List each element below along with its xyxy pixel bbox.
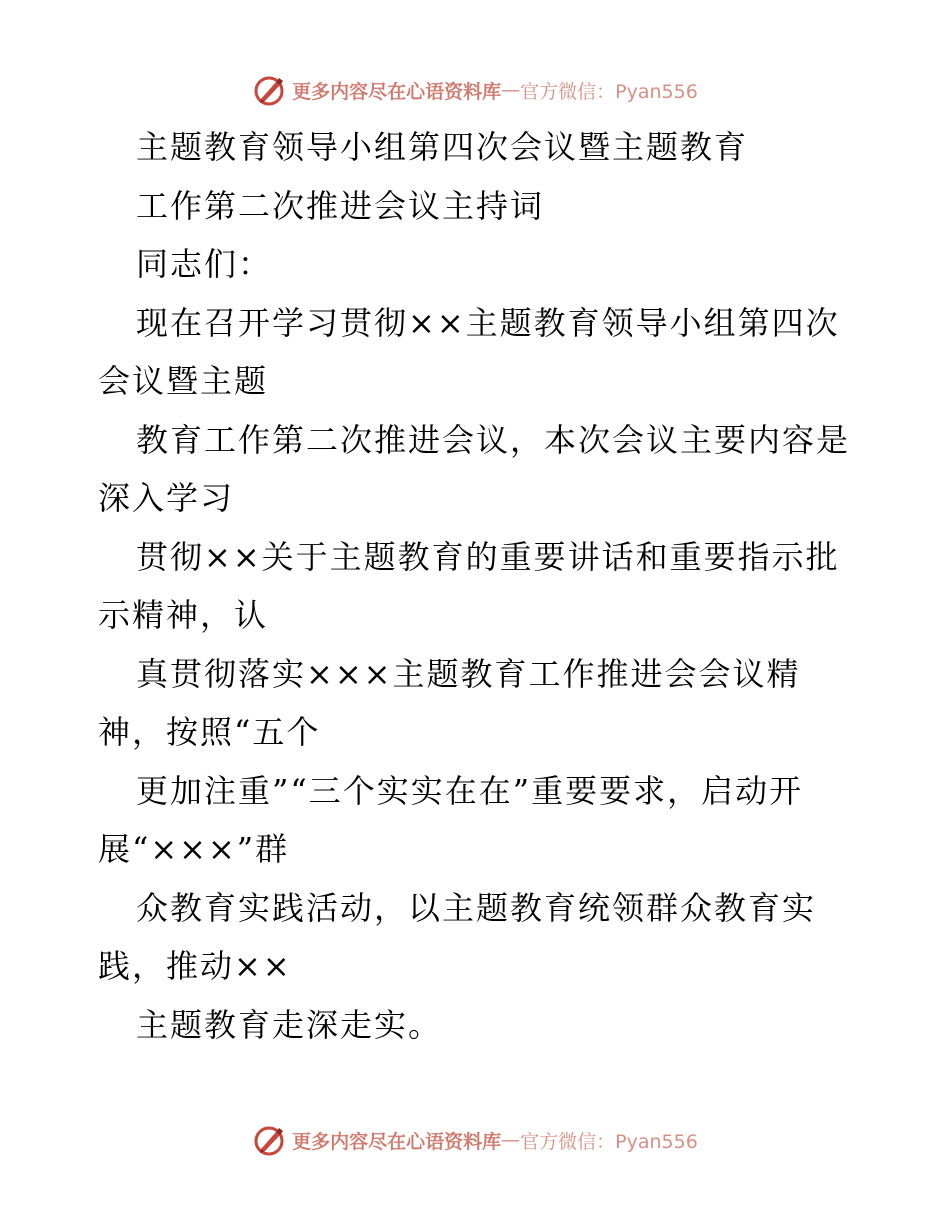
document-line: 示精神，认: [98, 596, 269, 634]
pen-logo-icon: [252, 1123, 286, 1157]
watermark-brand: 更多内容尽在心语资料库: [292, 1130, 502, 1153]
watermark-wechat: 官方微信：Pyan556: [520, 1130, 698, 1153]
document-line: 教育工作第二次推进会议，本次会议主要内容是: [136, 420, 851, 459]
document-line: 工作第二次推进会议主持词: [136, 186, 545, 225]
document-line: 主题教育走深走实。: [136, 1005, 443, 1044]
document-line: 展“×××”群: [98, 830, 290, 868]
pen-logo-icon: [252, 73, 286, 107]
document-line: 神，按照“五个: [98, 713, 321, 751]
document-line: 践，推动××: [98, 947, 292, 985]
footer-watermark: [0, 1120, 950, 1160]
document-line: 贯彻××关于主题教育的重要讲话和重要指示批: [136, 537, 840, 576]
watermark-brand: 更多内容尽在心语资料库: [292, 80, 502, 103]
watermark-dash: —: [501, 1129, 521, 1151]
watermark-wechat: 官方微信：Pyan556: [520, 80, 698, 103]
document-line: 众教育实践活动，以主题教育统领群众教育实: [136, 888, 817, 927]
document-line: 真贯彻落实×××主题教育工作推进会会议精: [136, 654, 801, 693]
document-line: 主题教育领导小组第四次会议暨主题教育: [136, 128, 749, 166]
document-body: [98, 118, 858, 1054]
document-line: 更加注重”“三个实实在在”重要要求，启动开: [136, 771, 804, 810]
header-watermark: [0, 70, 950, 110]
document-line: 深入学习: [98, 479, 235, 517]
document-line: 会议暨主题: [98, 362, 269, 400]
watermark-dash: —: [501, 79, 521, 101]
document-line: 现在召开学习贯彻××主题教育领导小组第四次: [136, 303, 840, 342]
document-line: 同志们：: [136, 245, 273, 283]
